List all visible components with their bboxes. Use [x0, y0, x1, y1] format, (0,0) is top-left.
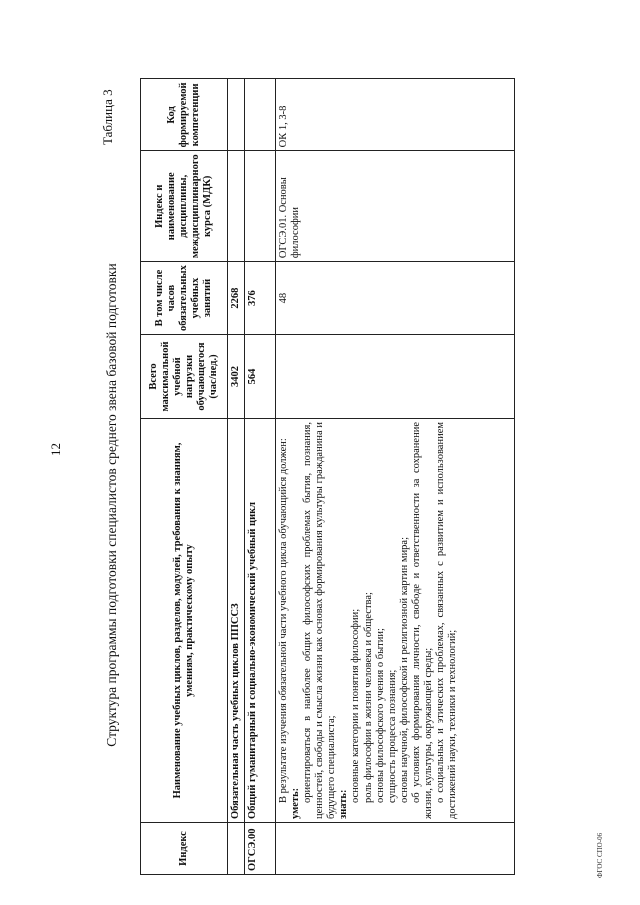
- cell-competence: [245, 79, 276, 151]
- cell-required-hours: 48: [276, 262, 515, 335]
- cell-max-load: [276, 335, 515, 419]
- cell-description: [276, 419, 515, 823]
- document-title: Структура программы подготовки специалистов среднего звена базовой подготовки: [104, 263, 119, 747]
- footer-code: ФГОС СПО-06: [596, 832, 604, 878]
- cell-index: ОГСЭ.00: [245, 823, 276, 875]
- cell-required-hours: 376: [245, 262, 276, 335]
- cell-discipline: [245, 151, 276, 262]
- curriculum-structure-table: [140, 78, 515, 875]
- description-intro: В результате изучения обязательной части учебного цикла обучающийся должен:: [278, 438, 290, 803]
- cell-required-hours: 2268: [228, 262, 245, 335]
- table-row-discipline: [276, 79, 515, 875]
- cell-discipline: [228, 151, 245, 262]
- header-name: Наименование учебных циклов, разделов, модулей, требования к знаниям, умениям, практическому опыту: [141, 419, 228, 823]
- knowledge-item: об условиях формирования личности, свободе и ответственности за сохранение жизни, культуры, окружающей среды;: [410, 422, 434, 819]
- header-discipline: Индекс и наименование дисциплины, междисциплинарного курса (МДК): [141, 151, 228, 262]
- table-row-mandatory-part: [228, 79, 245, 875]
- skill-item: ориентироваться в наиболее общих философских проблемах бытия, познания, ценностей, свободы и смысла жизни как основах формирования культуры гражданина и будущего специалиста;: [302, 422, 338, 819]
- cell-index: [276, 823, 515, 875]
- header-required-hours: В том числе часов обязательных учебных занятий: [141, 262, 228, 335]
- knowledge-item: сущность процесса познания;: [386, 669, 398, 803]
- cell-index: [228, 823, 245, 875]
- skills-heading: уметь:: [290, 787, 302, 819]
- page-number: 12: [48, 443, 63, 456]
- cell-competence: [228, 79, 245, 151]
- cell-max-load: 564: [245, 335, 276, 419]
- header-competence: Код формируемой компетенции: [141, 79, 228, 151]
- cell-competence: ОК 1, 3-8: [276, 79, 515, 151]
- knowledge-heading: знать:: [338, 789, 350, 819]
- cell-name: Общий гуманитарный и социально-экономический учебный цикл: [245, 419, 276, 823]
- cell-discipline: ОГСЭ.01. Основы философии: [276, 151, 515, 262]
- table-label: Таблица 3: [100, 89, 115, 145]
- table-row-cycle: [245, 79, 276, 875]
- cell-name: Обязательная часть учебных циклов ППССЗ: [228, 419, 245, 823]
- header-index: Индекс: [141, 823, 228, 875]
- knowledge-item: основы философского учения о бытии;: [374, 628, 386, 803]
- header-max-load: Всего максимальной учебной нагрузки обучающегося (час/нед.): [141, 335, 228, 419]
- knowledge-item: роль философии в жизни человека и общества;: [362, 592, 374, 803]
- knowledge-item: основы научной, философской и религиозной картин мира;: [398, 536, 410, 803]
- knowledge-item: основные категории и понятия философии;: [350, 608, 362, 803]
- table-header-row: [141, 79, 228, 875]
- cell-max-load: 3402: [228, 335, 245, 419]
- knowledge-item: о социальных и этических проблемах, связанных с развитием и использованием достижений науки, техники и технологий;: [434, 422, 458, 819]
